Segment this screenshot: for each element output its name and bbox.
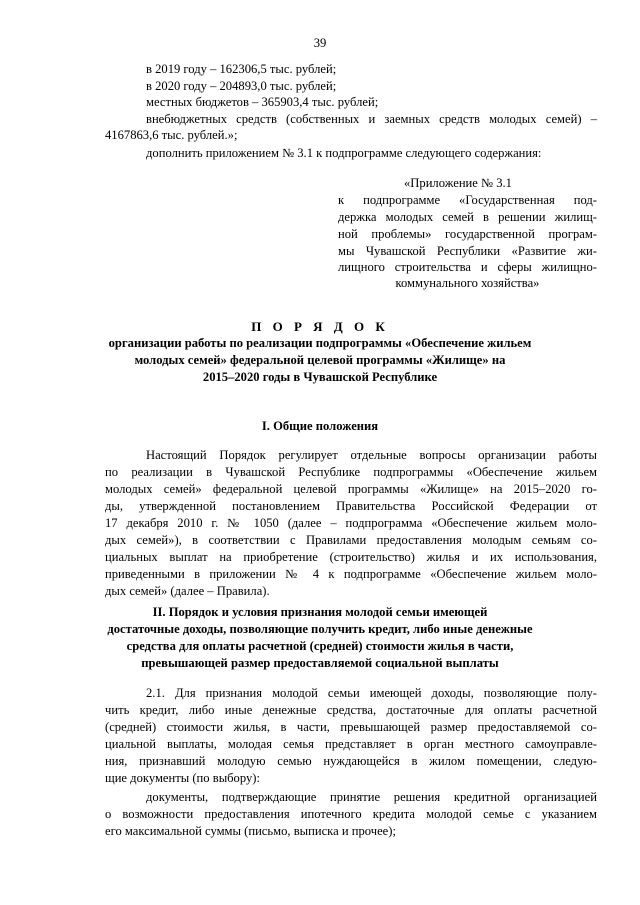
section-heading: II. Порядок и условия признания молодой семьи имеющей [152,605,488,619]
paragraph-line: Настоящий Порядок регулирует отдельные вопросы организации работы [146,448,597,462]
text-line: внебюджетных средств (собственных и заемных средств молодых семей) – [146,112,597,126]
section-heading: средства для оплаты расчетной (средней) стоимости жилья в части, [126,639,514,653]
text-line: дополнить приложением № 3.1 к подпрограмме следующего содержания: [146,146,542,160]
appendix-line: держка молодых семей в решении жилищ- [338,210,597,224]
text-line: в 2019 году – 162306,5 тыс. рублей; [146,62,337,76]
paragraph-line: о возможности предоставления ипотечного кредита молодой семье с указанием [105,807,597,821]
page-number: 39 [313,36,327,50]
paragraph-line: ния, признавший молодую семью нуждающейся в жилом помещении, следую- [105,754,597,768]
section-heading: превышающей размер предоставляемой социальной выплаты [141,656,499,670]
document-subtitle-line: 2015–2020 годы в Чувашской Республике [202,370,438,384]
paragraph-line: его максимальной суммы (письмо, выписка и прочее); [105,824,396,838]
section-heading: I. Общие положения [261,419,379,433]
paragraph-line: документы, подтверждающие принятие решения кредитной организацией [146,790,597,804]
document-subtitle-line: молодых семей» федеральной целевой программы «Жилище» на [134,353,506,367]
text-line: местных бюджетов – 365903,4 тыс. рублей; [146,95,379,109]
appendix-heading: «Приложение № 3.1 [404,176,512,190]
document-subtitle-line: организации работы по реализации подпрограммы «Обеспечение жильем [108,336,532,350]
appendix-line: коммунального хозяйства» [395,276,540,290]
text-line: в 2020 году – 204893,0 тыс. рублей; [146,79,337,93]
paragraph-line: молодых семей» федеральной целевой программы «Жилище» на 2015–2020 го- [105,482,597,496]
section-heading: достаточные доходы, позволяющие получить кредит, либо иные денежные [107,622,533,636]
paragraph-line: по реализации в Чувашской Республике подпрограммы «Обеспечение жильем [105,465,597,479]
paragraph-line: приведенными в приложении № 4 к подпрограмме «Обеспечение жильем моло- [105,567,597,581]
paragraph-line: ды, утвержденной постановлением Правительства Российской Федерации от [105,499,597,513]
paragraph-line: циальной выплаты, молодая семья представляет в орган местного самоуправле- [105,737,597,751]
appendix-line: мы Чувашской Республики «Развитие жи- [338,244,597,258]
paragraph-line: циальных выплат на приобретение (строительство) жилья и их использования, [105,550,597,564]
appendix-line: к подпрограмме «Государственная под- [338,193,597,207]
document-title: П О Р Я Д О К [251,319,389,334]
paragraph-line: дых семей»), в соответствии с Правилами предоставления молодым семьям со- [105,533,597,547]
appendix-line: ной проблемы» государственной програм- [338,227,597,241]
paragraph-line: щие документы (по выбору): [105,771,260,785]
paragraph-line: дых семей» (далее – Правила). [105,584,270,598]
paragraph-line: 2.1. Для признания молодой семьи имеющей доходы, позволяющие полу- [146,686,597,700]
paragraph-line: чить кредит, либо иные денежные средства, достаточные для оплаты расчетной [105,703,597,717]
paragraph-line: 17 декабря 2010 г. № 1050 (далее – подпрограмма «Обеспечение жильем моло- [105,516,597,530]
text-line: 4167863,6 тыс. рублей.»; [105,128,238,142]
appendix-line: лищного строительства и сферы жилищно- [338,260,597,274]
paragraph-line: (средней) стоимости жилья, в части, превышающей размер предоставляемой со- [105,720,597,734]
